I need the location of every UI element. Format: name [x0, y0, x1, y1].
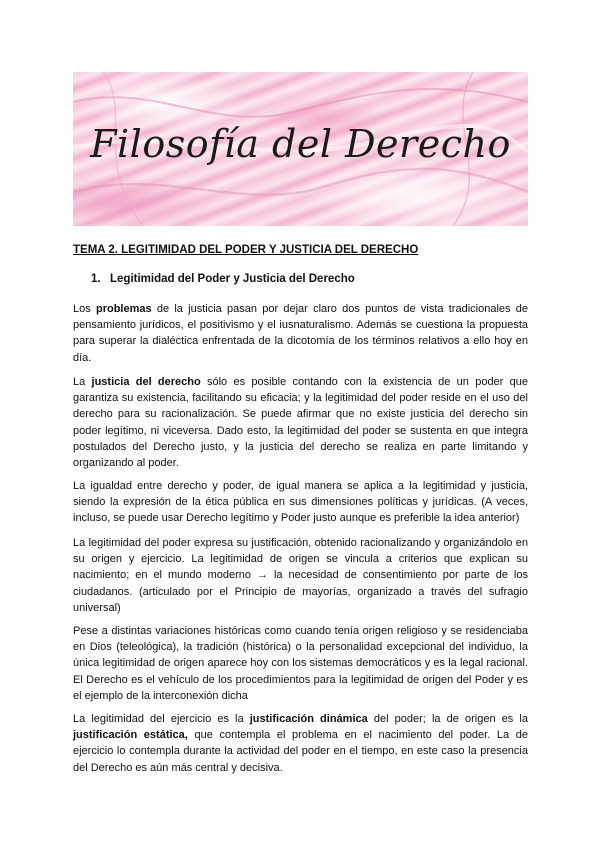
paragraph-1 [73, 301, 528, 366]
section-title: Legitimidad del Poder y Justicia del Derecho [110, 273, 355, 285]
paragraph-6-bold-a: justificación dinámica [249, 713, 368, 725]
banner-title: Filosofía del Derecho [90, 122, 511, 166]
section-heading [91, 273, 355, 285]
paragraph-1-bold: problemas [95, 303, 152, 315]
paragraph-2 [73, 374, 528, 471]
paragraph-1-text-b: de la justicia pasan por dejar claro dos puntos de vista tradicionales de pensamiento jurídicos, el positivismo y el iusnaturalismo. Además se cuestiona la propuesta para superar la dialéctica enfrentada de la dicotomía de los términos relativos a ello hoy en día. [73, 303, 528, 364]
paragraph-1-text-a: Los [73, 303, 96, 315]
paragraph-6 [73, 711, 528, 776]
paragraph-6-bold-b: justificación estática, [73, 729, 188, 742]
paragraph-3: La igualdad entre derecho y poder, de igual manera se aplica a la legitimidad y justicia, siendo la expresión de la ética pública en sus dimensiones políticas y jurídicas. (A veces, incluso, se puede usar Derecho legítimo y Poder justo aunque es preferible la idea anterior) [73, 480, 528, 525]
header-banner [73, 72, 528, 226]
paragraph-4: La legitimidad del poder expresa su justificación, obtenido racionalizando y organizándolo en su origen y ejercicio. La legitimidad de origen se vincula a criterios que explican su nacimiento; en el mundo moderno → la necesidad de consentimiento por parte de los ciudadanos. (articulado por el Principio de mayorías, organizado a través del sufragio universal) [73, 537, 528, 614]
paragraph-2-text-b: sólo es posible contando con la existencia de un poder que garantiza su existencia, facilitando su eficacia; y la legitimidad del poder reside en el uso del derecho para su racionalización. Se puede afirmar que no existe justicia del derecho sin poder legítimo, ni viceversa. Dado esto, la legitimidad del poder se sustenta en que integra postulados del Derecho justo, y la justicia del derecho se realiza en parte limitando y organizando al poder. [73, 376, 528, 470]
paragraph-2-bold: justicia del derecho [91, 376, 201, 388]
paragraph-6-text-b: del poder; la de origen es la [367, 713, 528, 725]
section-number: 1. [91, 273, 101, 285]
paragraph-5: Pese a distintas variaciones históricas como cuando tenía origen religioso y se residenciaba en Dios (teleológica), la tradición (histórica) o la personalidad excepcional del individuo, la única legitimidad de origen aparece hoy con los sistemas democráticos y es la legal racional. El Derecho es el vehículo de los procedimientos para la legitimidad de origen del Poder y es el ejemplo de la interconexión dicha [73, 625, 528, 702]
paragraph-6-text-c: que contempla el problema en el nacimiento del poder. La de ejercicio lo contempla durante la actividad del poder en el tiempo, en este caso la presencia del Derecho es aún más central y decisiva. [73, 729, 528, 774]
paragraph-2-text-a: La [73, 376, 92, 388]
paragraph-6-text-a: La legitimidad del ejercicio es la [73, 713, 250, 725]
topic-heading: TEMA 2. LEGITIMIDAD DEL PODER Y JUSTICIA DEL DERECHO [73, 244, 419, 256]
